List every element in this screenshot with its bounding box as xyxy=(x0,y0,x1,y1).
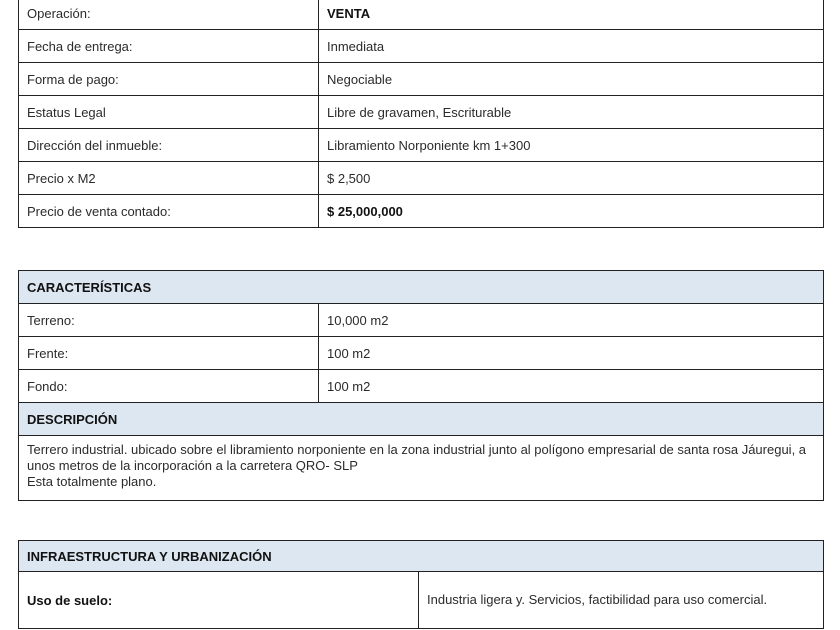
table-row xyxy=(19,337,824,370)
label-forma-pago: Forma de pago: xyxy=(19,63,319,96)
infraestructura-table xyxy=(18,540,824,629)
table-row xyxy=(19,63,824,96)
table-row xyxy=(19,370,824,403)
value-operacion: VENTA xyxy=(319,0,824,30)
value-direccion: Libramiento Norponiente km 1+300 xyxy=(319,129,824,162)
label-direccion: Dirección del inmueble: xyxy=(19,129,319,162)
table-row xyxy=(19,195,824,228)
caracteristicas-table xyxy=(18,270,824,501)
value-precio-venta: $ 25,000,000 xyxy=(319,195,824,228)
label-frente: Frente: xyxy=(19,337,319,370)
value-terreno: 10,000 m2 xyxy=(319,304,824,337)
label-precio-m2: Precio x M2 xyxy=(19,162,319,195)
table-row xyxy=(19,162,824,195)
section-header xyxy=(19,541,824,572)
table-row xyxy=(19,30,824,63)
value-fondo: 100 m2 xyxy=(319,370,824,403)
table-row xyxy=(19,129,824,162)
table-row xyxy=(19,96,824,129)
label-fecha-entrega: Fecha de entrega: xyxy=(19,30,319,63)
label-terreno: Terreno: xyxy=(19,304,319,337)
summary-table xyxy=(18,0,824,228)
table-row xyxy=(19,0,824,30)
table-row xyxy=(19,436,824,501)
value-estatus-legal: Libre de gravamen, Escriturable xyxy=(319,96,824,129)
section-header xyxy=(19,271,824,304)
value-frente: 100 m2 xyxy=(319,337,824,370)
label-fondo: Fondo: xyxy=(19,370,319,403)
value-precio-m2: $ 2,500 xyxy=(319,162,824,195)
value-uso-suelo: Industria ligera y. Servicios, factibilidad para uso comercial. xyxy=(419,572,824,629)
section-header xyxy=(19,403,824,436)
descripcion-title: DESCRIPCIÓN xyxy=(19,403,824,436)
value-fecha-entrega: Inmediata xyxy=(319,30,824,63)
table-row xyxy=(19,304,824,337)
infraestructura-title: INFRAESTRUCTURA Y URBANIZACIÓN xyxy=(19,541,824,572)
descripcion-text: Terrero industrial. ubicado sobre el libramiento norponiente en la zona industrial junto al polígono empresarial de santa rosa Jáuregui, a unos metros de la incorporación a la carretera QRO- SLP Esta totalmente plano. xyxy=(19,436,824,501)
label-estatus-legal: Estatus Legal xyxy=(19,96,319,129)
caracteristicas-title: CARACTERÍSTICAS xyxy=(19,271,824,304)
value-forma-pago: Negociable xyxy=(319,63,824,96)
label-operacion: Operación: xyxy=(19,0,319,30)
table-row xyxy=(19,572,824,629)
label-precio-venta: Precio de venta contado: xyxy=(19,195,319,228)
label-uso-suelo: Uso de suelo: xyxy=(19,572,419,629)
